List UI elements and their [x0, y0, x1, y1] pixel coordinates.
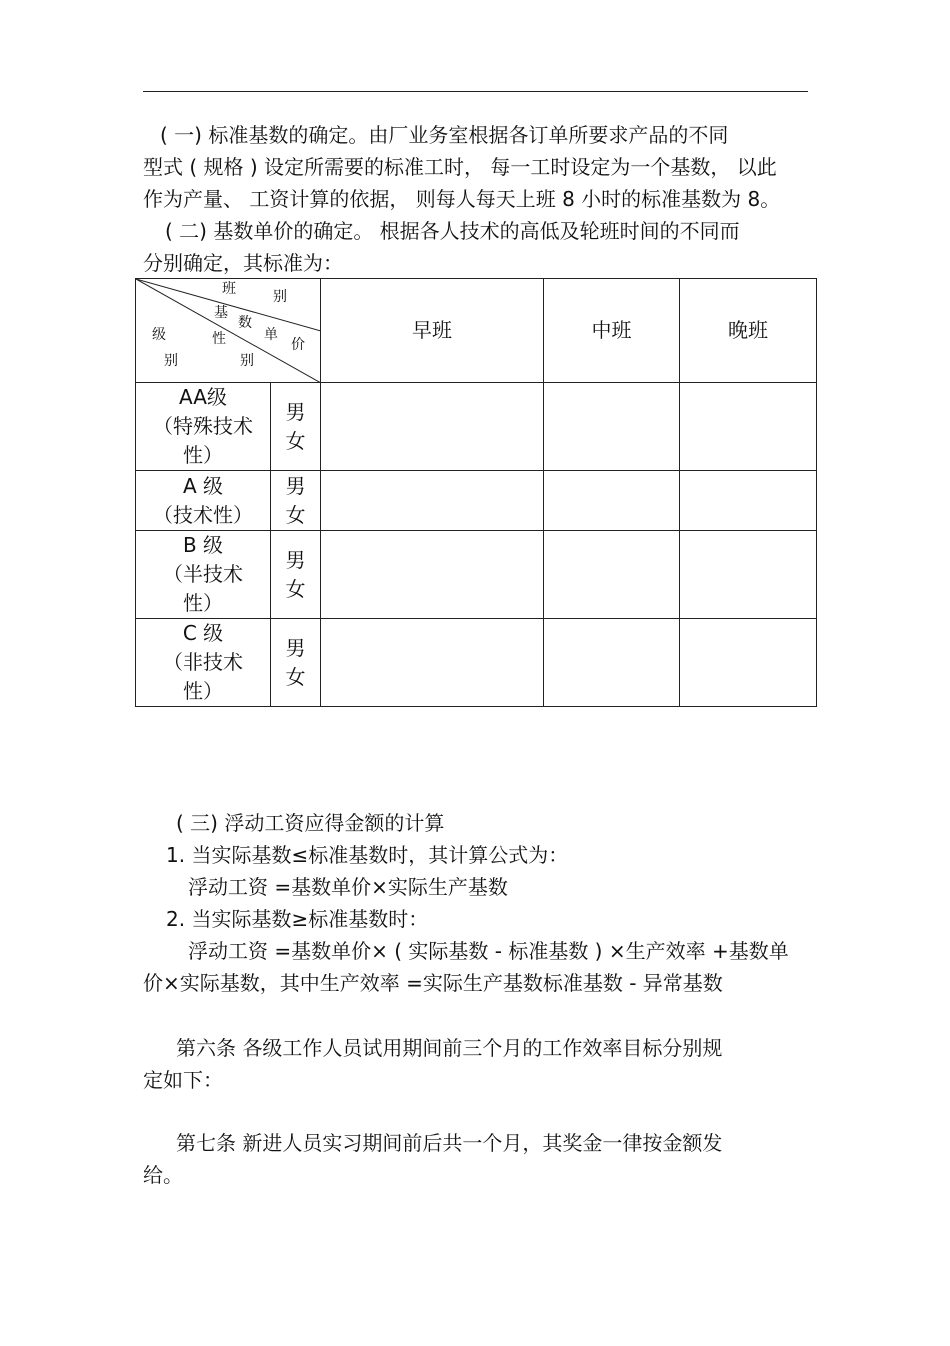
article-6-line-2: 定如下：: [143, 1068, 223, 1092]
gender-cell: [271, 619, 321, 707]
section-3-formula-2-line-2: 价×实际基数，其中生产效率 =实际生产基数标准基数 - 异常基数: [143, 971, 723, 995]
paragraph-1-line-1: ( 一) 标准基数的确定。由厂业务室根据各订单所要求产品的不同: [160, 123, 729, 147]
corner-label-ban: 班: [222, 281, 236, 297]
level-cell: [136, 619, 271, 707]
header-night-shift: 晚班: [680, 279, 817, 383]
header-early-shift: 早班: [321, 279, 544, 383]
level-name: AA级: [179, 385, 227, 409]
corner-label-ji: 基: [214, 305, 228, 321]
article-7-line-2: 给。: [143, 1163, 183, 1187]
gender-female: 女: [285, 428, 306, 453]
corner-label-ji-level: 级: [152, 327, 166, 343]
gender-female: 女: [285, 664, 306, 689]
level-cell: [136, 471, 271, 531]
article-7-line-1: 第七条 新进人员实习期间前后共一个月，其奖金一律按金额发: [176, 1131, 723, 1155]
night-shift-value: [680, 619, 817, 707]
level-desc-1: （技术性）: [153, 502, 253, 527]
corner-label-bie-3: 别: [164, 353, 178, 369]
paragraph-2-line-2: 分别确定，其标准为：: [143, 251, 343, 275]
corner-label-xing: 性: [212, 331, 226, 347]
section-3-item-1: 1. 当实际基数≤标准基数时，其计算公式为：: [166, 843, 569, 867]
section-3-formula-2-line-1: 浮动工资 =基数单价× ( 实际基数 - 标准基数 ) ×生产效率 +基数单: [188, 939, 789, 963]
level-desc-1: （半技术: [163, 562, 243, 586]
wage-standard-table: [135, 278, 817, 707]
gender-male: 男: [285, 399, 306, 424]
corner-label-jia: 价: [291, 337, 305, 353]
gender-cell: [271, 471, 321, 531]
level-cell: [136, 383, 271, 471]
middle-shift-value: [544, 383, 680, 471]
gender-male: 男: [285, 473, 306, 498]
level-desc-2: 性）: [183, 443, 223, 467]
early-shift-value: [321, 531, 544, 619]
diagonal-header-cell: [136, 279, 321, 383]
night-shift-value: [680, 531, 817, 619]
section-3-formula-1: 浮动工资 =基数单价×实际生产基数: [188, 875, 508, 899]
table-row: [136, 383, 817, 471]
gender-male: 男: [285, 547, 306, 572]
gender-cell: [271, 531, 321, 619]
level-cell: [136, 531, 271, 619]
early-shift-value: [321, 471, 544, 531]
table-row: [136, 619, 817, 707]
level-desc-1: （非技术: [163, 650, 243, 674]
gender-male: 男: [285, 635, 306, 660]
middle-shift-value: [544, 531, 680, 619]
paragraph-1-line-2: 型式 ( 规格 ) 设定所需要的标准工时， 每一工时设定为一个基数， 以此: [143, 155, 777, 179]
corner-label-dan: 单: [264, 327, 278, 343]
level-name: B 级: [182, 533, 224, 557]
paragraph-1-line-3: 作为产量、 工资计算的依据， 则每人每天上班 8 小时的标准基数为 8。: [143, 187, 781, 211]
early-shift-value: [321, 619, 544, 707]
corner-label-shu: 数: [238, 315, 252, 331]
middle-shift-value: [544, 619, 680, 707]
early-shift-value: [321, 383, 544, 471]
paragraph-2-line-1: ( 二) 基数单价的确定。 根据各人技术的高低及轮班时间的不同而: [165, 219, 740, 243]
article-6-line-1: 第六条 各级工作人员试用期间前三个月的工作效率目标分别规: [176, 1036, 723, 1060]
table-header-row: [136, 279, 817, 383]
level-name: A 级: [182, 473, 224, 498]
section-3-item-2: 2. 当实际基数≥标准基数时：: [166, 907, 429, 931]
middle-shift-value: [544, 471, 680, 531]
level-desc-1: （特殊技术: [153, 414, 253, 438]
gender-female: 女: [285, 576, 306, 601]
gender-cell: [271, 383, 321, 471]
section-3-title: ( 三) 浮动工资应得金额的计算: [176, 811, 445, 835]
corner-label-bie-1: 别: [273, 289, 287, 305]
gender-female: 女: [285, 502, 306, 527]
night-shift-value: [680, 471, 817, 531]
level-desc-2: 性）: [183, 679, 223, 703]
table-row: [136, 531, 817, 619]
level-name: C 级: [182, 621, 224, 645]
corner-label-bie-2: 别: [240, 353, 254, 369]
level-desc-2: 性）: [183, 591, 223, 615]
night-shift-value: [680, 383, 817, 471]
table-row: [136, 471, 817, 531]
header-middle-shift: 中班: [544, 279, 680, 383]
header-rule: [143, 91, 808, 92]
